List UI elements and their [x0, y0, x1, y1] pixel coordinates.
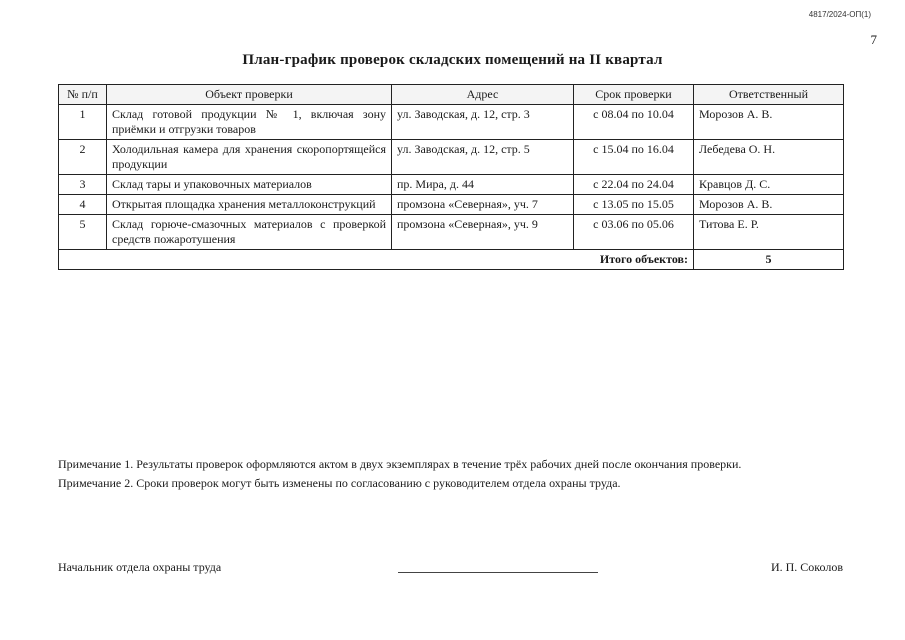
- term-cell: с 22.04 по 24.04: [574, 175, 694, 195]
- signatory-position: Начальник отдела охраны труда: [58, 560, 222, 574]
- page-number: 7: [870, 32, 877, 47]
- signature-line: [398, 572, 598, 573]
- term-cell: с 13.05 по 15.05: [574, 195, 694, 215]
- signatory-name: И. П. Соколов: [770, 560, 843, 574]
- responsible-cell: Лебедева О. Н.: [694, 140, 844, 175]
- term-cell: с 03.06 по 05.06: [574, 215, 694, 250]
- responsible-cell: Титова Е. Р.: [694, 215, 844, 250]
- address-cell: ул. Заводская, д. 12, стр. 5: [392, 140, 574, 175]
- responsible-cell: Кравцов Д. С.: [694, 175, 844, 195]
- table-row: [59, 195, 844, 215]
- object-cell: Склад тары и упаковочных материалов: [107, 175, 392, 195]
- table-row: [59, 175, 844, 195]
- table-row: [59, 105, 844, 140]
- address-cell: ул. Заводская, д. 12, стр. 3: [392, 105, 574, 140]
- term-cell: с 08.04 по 10.04: [574, 105, 694, 140]
- address-cell: промзона «Северная», уч. 9: [392, 215, 574, 250]
- row-number-cell: 2: [59, 140, 107, 175]
- notes-section: [58, 456, 843, 494]
- document-code: 4817/2024-ОП(1): [808, 10, 871, 19]
- note-paragraph: Примечание 2. Сроки проверок могут быть изменены по согласованию с руководителем отдела охраны труда.: [58, 476, 621, 490]
- inspection-schedule-table: [58, 84, 844, 270]
- address-cell: пр. Мира, д. 44: [392, 175, 574, 195]
- column-header-number: № п/п: [59, 85, 107, 105]
- term-cell: с 15.04 по 16.04: [574, 140, 694, 175]
- row-number-cell: 1: [59, 105, 107, 140]
- note-paragraph: Примечание 1. Результаты проверок оформляются актом в двух экземплярах в течение трёх рабочих дней после окончания проверки.: [58, 457, 742, 471]
- responsible-cell: Морозов А. В.: [694, 195, 844, 215]
- total-value-cell: 5: [694, 250, 844, 270]
- total-label-cell: Итого объектов:: [59, 250, 694, 270]
- object-cell: Холодильная камера для хранения скоропортящейся продукции: [107, 140, 392, 175]
- address-cell: промзона «Северная», уч. 7: [392, 195, 574, 215]
- object-cell: Склад горюче-смазочных материалов с проверкой средств пожаротушения: [107, 215, 392, 250]
- column-header-term: Срок проверки: [574, 85, 694, 105]
- object-cell: Открытая площадка хранения металлоконструкций: [107, 195, 392, 215]
- row-number-cell: 4: [59, 195, 107, 215]
- column-header-responsible: Ответственный: [694, 85, 844, 105]
- column-header-address: Адрес: [392, 85, 574, 105]
- column-header-object: Объект проверки: [107, 85, 392, 105]
- page-title: План-график проверок складских помещений на II квартал: [242, 52, 663, 68]
- table-header-row: [59, 85, 844, 105]
- table-total-row: [59, 250, 844, 270]
- responsible-cell: Морозов А. В.: [694, 105, 844, 140]
- row-number-cell: 3: [59, 175, 107, 195]
- row-number-cell: 5: [59, 215, 107, 250]
- table-row: [59, 215, 844, 250]
- table-row: [59, 140, 844, 175]
- object-cell: Склад готовой продукции № 1, включая зону приёмки и отгрузки товаров: [107, 105, 392, 140]
